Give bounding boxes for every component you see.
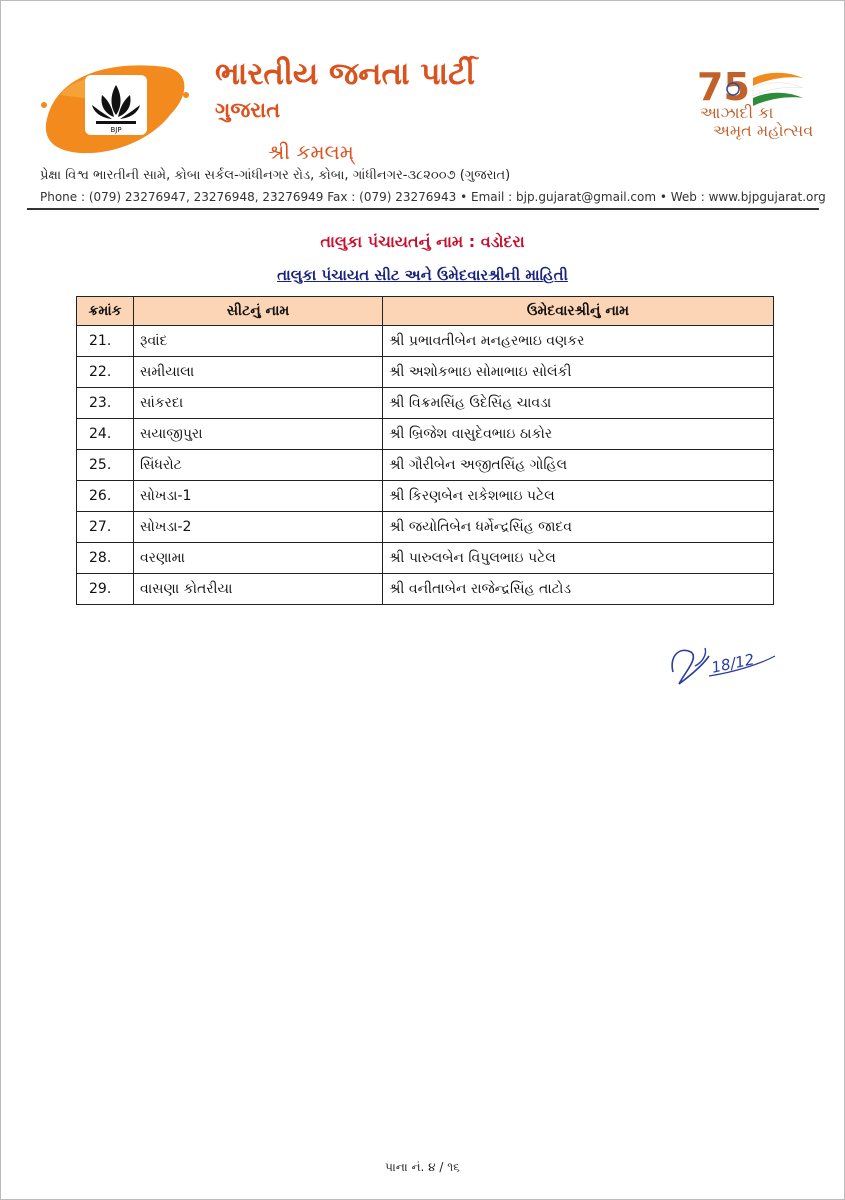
table-caption: તાલુકા પંચાયત સીટ અને ઉમેદવારશ્રીની માહિતી [277, 266, 568, 284]
page-number: પાના નં. ૪ / ૧૬ [385, 1160, 460, 1174]
bjp-lotus-logo [40, 55, 195, 160]
row-serial: 24. [77, 419, 134, 450]
table-row [77, 388, 774, 419]
letterhead [0, 0, 845, 215]
header-seat: સીટનું નામ [134, 297, 383, 326]
row-serial: 26. [77, 481, 134, 512]
row-seat: સોખડા-1 [134, 481, 383, 512]
header-serial: ક્રમાંક [77, 297, 134, 326]
row-candidate: શ્રી પ્રભાવતીબેન મનહરભાઇ વણકર [383, 326, 774, 357]
svg-text:75: 75 [697, 65, 750, 109]
seats-table [76, 296, 774, 605]
row-candidate: શ્રી વનીતાબેન રાજેન્દ્રસિંહ તાટોડ [383, 574, 774, 605]
table-row [77, 326, 774, 357]
row-seat: સોખડા-2 [134, 512, 383, 543]
row-serial: 23. [77, 388, 134, 419]
table-row [77, 419, 774, 450]
row-seat: વાસણા કોતરીયા [134, 574, 383, 605]
svg-text:BJP: BJP [110, 126, 122, 134]
party-motto: શ્રી કમલમ્ [268, 140, 354, 164]
row-candidate: શ્રી ગૌરીબેન અજીતસિંહ ગોહિલ [383, 450, 774, 481]
row-candidate: શ્રી કિરણબેન રાકેશભાઇ પટેલ [383, 481, 774, 512]
contact-line: Phone : (079) 23276947, 23276948, 23276949 Fax : (079) 23276943 • Email : bjp.gujarat@gmail.com • Web : www.bjpgujarat.org [40, 190, 826, 204]
table-row [77, 481, 774, 512]
signature [665, 632, 780, 694]
row-seat: રૂવાંદ [134, 326, 383, 357]
svg-text:18/12: 18/12 [709, 650, 756, 677]
row-candidate: શ્રી જયોતિબેન ધર્મેન્દ્રસિંહ જાદવ [383, 512, 774, 543]
header-candidate: ઉમેદવારશ્રીનું નામ [383, 297, 774, 326]
header-divider [27, 208, 819, 210]
table-header-row [77, 297, 774, 326]
taluka-title: તાલુકા પંચાયતનું નામ : વડોદરા [320, 232, 525, 251]
row-serial: 29. [77, 574, 134, 605]
party-state: ગુજરાત [215, 98, 281, 122]
row-serial: 25. [77, 450, 134, 481]
table-row [77, 574, 774, 605]
table-row [77, 450, 774, 481]
row-serial: 27. [77, 512, 134, 543]
row-seat: સયાજીપુરા [134, 419, 383, 450]
party-name: ભારતીય જનતા પાર્ટી [215, 56, 476, 92]
azadi-line-1: આઝાદી કા [700, 103, 774, 122]
row-serial: 21. [77, 326, 134, 357]
azadi-line-2: અમૃત મહોત્સવ [713, 121, 814, 140]
row-seat: સાંકરદા [134, 388, 383, 419]
row-seat: સિંધરોટ [134, 450, 383, 481]
row-candidate: શ્રી અશોકભાઇ સોમાભાઇ સોલંકી [383, 357, 774, 388]
row-serial: 28. [77, 543, 134, 574]
row-serial: 22. [77, 357, 134, 388]
row-seat: વરણામા [134, 543, 383, 574]
table-row [77, 512, 774, 543]
address-line: પ્રેક્ષા વિશ્વ ભારતીની સામે, કોબા સર્કલ-ગાંધીનગર રોડ, કોબા, ગાંધીનગર-૩૮૨૦૦૭ (ગુજરાત) [40, 168, 511, 183]
row-candidate: શ્રી વિક્રમસિંહ ઉદેસિંહ ચાવડા [383, 388, 774, 419]
row-seat: સમીયાલા [134, 357, 383, 388]
table-row [77, 543, 774, 574]
row-candidate: શ્રી બ્રિજેશ વાસુદેવભાઇ ઠાકોર [383, 419, 774, 450]
table-row [77, 357, 774, 388]
row-candidate: શ્રી પારુલબેન વિપુલભાઇ પટેલ [383, 543, 774, 574]
